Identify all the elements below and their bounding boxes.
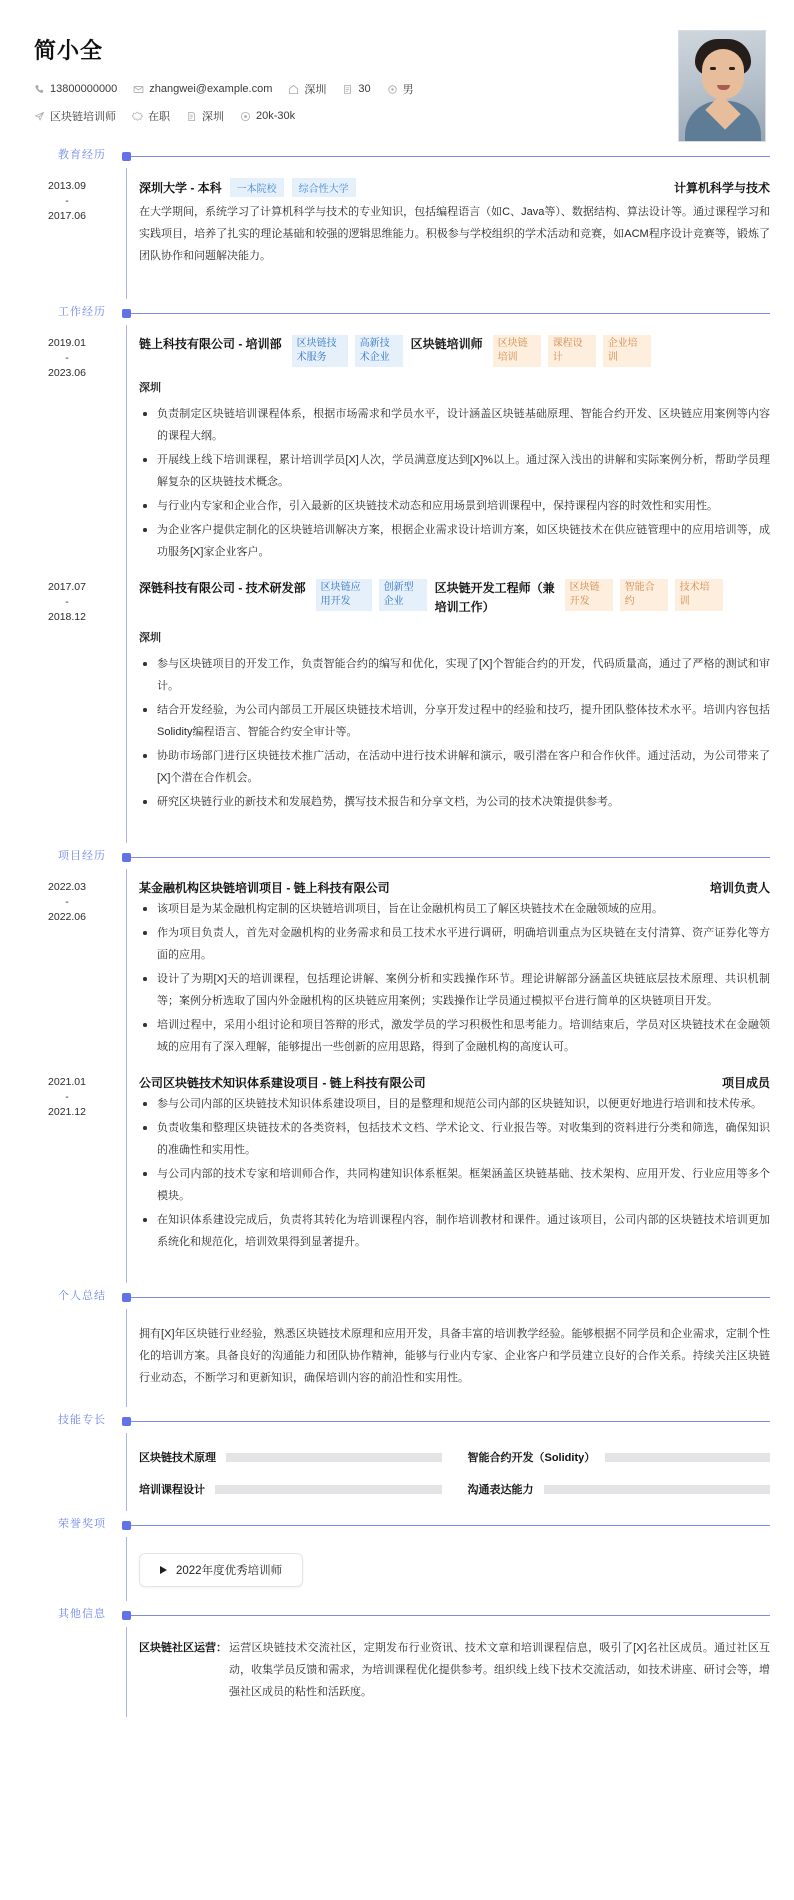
skill-item	[139, 1481, 442, 1497]
section-body-honors	[126, 1537, 794, 1601]
contact-phone-text: 13800000000	[50, 83, 118, 95]
project-bullet: 与公司内部的技术专家和培训师合作，共同构建知识体系框架。框架涵盖区块链基础、技术架构、应用开发、行业应用等多个模块。	[139, 1163, 770, 1207]
gender-icon	[387, 84, 398, 95]
education-school: 深圳大学 - 本科	[139, 181, 222, 195]
education-tag: 综合性大学	[292, 178, 356, 197]
summary-text: 拥有[X]年区块链行业经验，熟悉区块链技术原理和应用开发，具备丰富的培训教学经验。能够根据不同学员和企业需求，定制个性化的培训方案。具备良好的沟通能力和团队协作精神，能够与行业内专家、企业客户和学员建立良好的合作关系。持续关注区块链行业动态，不断学习和更新知识，确保培训内容的前沿性和实用性。	[139, 1328, 770, 1384]
section-skills	[0, 1407, 794, 1511]
work-bullet: 为企业客户提供定制化的区块链培训解决方案，根据企业需求设计培训方案，如区块链技术在供应链管理中的应用培训等，成功服务[X]家企业客户。	[139, 519, 770, 563]
section-summary	[0, 1283, 794, 1407]
age-icon	[342, 84, 353, 95]
status-icon	[132, 111, 143, 122]
work-bullets	[139, 403, 770, 563]
contact-age-text: 30	[358, 83, 371, 95]
project-name: 公司区块链技术知识体系建设项目 - 链上科技有限公司	[139, 1076, 426, 1090]
section-body-education	[48, 168, 794, 299]
contact-salary	[240, 110, 295, 122]
contact-row-secondary	[34, 108, 678, 124]
skill-item	[139, 1449, 442, 1465]
position-icon	[34, 111, 45, 122]
phone-icon	[34, 84, 45, 95]
work-role: 区块链培训师	[410, 337, 483, 351]
resume-header	[0, 22, 794, 142]
timeline-marker	[122, 1521, 131, 1530]
section-work	[0, 299, 794, 843]
project-date	[13, 879, 121, 925]
section-title-skills: 技能专长	[58, 1414, 106, 1426]
contact-position	[34, 108, 116, 124]
work-date	[13, 335, 121, 381]
honor-label: 2022年度优秀培训师	[176, 1565, 283, 1577]
education-headline	[139, 178, 770, 197]
work-location: 深圳	[139, 382, 161, 394]
section-header-summary	[0, 1283, 794, 1309]
skill-name: 智能合约开发（Solidity）	[467, 1452, 596, 1464]
company-tag: 创新型企业	[379, 579, 427, 611]
project-date-dash: -	[65, 896, 69, 908]
work-date-end: 2018.12	[48, 611, 86, 623]
section-divider	[131, 857, 770, 858]
work-location: 深圳	[139, 632, 161, 644]
section-title-projects: 项目经历	[58, 850, 106, 862]
section-body-other	[126, 1627, 794, 1717]
section-divider	[131, 1615, 770, 1616]
role-tag: 课程设计	[548, 335, 596, 367]
section-divider	[131, 313, 770, 314]
contact-hometown-text: 深圳	[304, 84, 327, 96]
contact-row-primary	[34, 81, 678, 97]
section-title-other: 其他信息	[58, 1608, 106, 1620]
home-icon	[288, 84, 299, 95]
city-icon	[186, 111, 197, 122]
work-date-end: 2023.06	[48, 367, 86, 379]
project-role: 项目成员	[721, 1076, 770, 1090]
skill-track	[215, 1485, 442, 1494]
project-headline	[139, 879, 770, 896]
company-tag: 区块链应用开发	[316, 579, 372, 611]
project-bullets	[139, 898, 770, 1058]
project-bullet: 设计了为期[X]天的培训课程，包括理论讲解、案例分析和实践操作环节。理论讲解部分涵盖区块链底层技术原理、共识机制等；案例分析选取了国内外金融机构的区块链应用案例；实践操作让学员通过模拟平台进行简单的区块链项目开发。	[139, 968, 770, 1012]
project-date	[13, 1074, 121, 1120]
work-bullet: 参与区块链项目的开发工作，负责智能合约的编写和优化，实现了[X]个智能合约的开发，代码质量高，通过了严格的测试和审计。	[139, 653, 770, 697]
skill-name: 培训课程设计	[139, 1484, 205, 1496]
work-role-tags	[493, 335, 651, 367]
section-other	[0, 1601, 794, 1717]
timeline-marker	[122, 1611, 131, 1620]
skill-item	[468, 1449, 771, 1465]
project-headline	[139, 1074, 770, 1091]
education-entry	[48, 178, 770, 285]
contact-status	[132, 108, 170, 124]
work-date-dash: -	[65, 352, 69, 364]
candidate-name: 简小全	[34, 38, 104, 63]
work-company-tags	[292, 335, 403, 367]
role-tag: 区块链培训	[493, 335, 541, 367]
contact-salary-text: 20k-30k	[256, 110, 296, 122]
section-header-work	[0, 299, 794, 325]
contact-email-text: zhangwei@example.com	[149, 83, 273, 95]
photo-eye-right	[729, 67, 735, 70]
section-title-work: 工作经历	[58, 306, 106, 318]
project-date-end: 2022.06	[48, 911, 86, 923]
section-header-projects	[0, 843, 794, 869]
project-bullet: 参与公司内部的区块链技术知识体系建设项目，目的是整理和规范公司内部的区块链知识，以便更好地进行培训和技术传承。	[139, 1093, 770, 1115]
section-education	[0, 142, 794, 299]
education-date-end: 2017.06	[48, 210, 86, 222]
work-bullet: 与行业内专家和企业合作，引入最新的区块链技术动态和应用场景到培训课程中，保持课程内容的时效性和实用性。	[139, 495, 770, 517]
section-body-skills	[126, 1433, 794, 1511]
work-headline	[139, 579, 770, 617]
project-date-dash: -	[65, 1091, 69, 1103]
timeline-marker	[122, 853, 131, 862]
contact-gender-text: 男	[402, 84, 414, 96]
project-name: 某金融机构区块链培训项目 - 链上科技有限公司	[139, 881, 390, 895]
section-header-skills	[0, 1407, 794, 1433]
contact-phone	[34, 83, 117, 95]
section-body-work	[48, 325, 794, 843]
company-tag: 高新技术企业	[355, 335, 403, 367]
section-header-honors	[0, 1511, 794, 1537]
work-entry	[48, 579, 770, 829]
work-bullets	[139, 653, 770, 813]
section-projects	[0, 843, 794, 1283]
photo-eye-left	[710, 67, 716, 70]
section-title-honors: 荣誉奖项	[58, 1518, 106, 1530]
contact-hometown	[288, 81, 326, 97]
section-body-summary	[126, 1309, 794, 1407]
work-date-start: 2019.01	[48, 337, 86, 349]
skills-grid	[139, 1443, 770, 1497]
work-bullet: 开展线上线下培训课程，累计培训学员[X]人次，学员满意度达到[X]%以上。通过深入浅出的讲解和实际案例分析，帮助学员理解复杂的区块链技术概念。	[139, 449, 770, 493]
role-tag: 区块链开发	[565, 579, 613, 611]
skill-track	[544, 1485, 771, 1494]
skill-name: 沟通表达能力	[467, 1484, 534, 1496]
work-bullet: 负责制定区块链培训课程体系，根据市场需求和学员水平，设计涵盖区块链基础原理、智能合约开发、区块链应用案例等内容的课程大纲。	[139, 403, 770, 447]
other-item	[139, 1637, 770, 1703]
contact-gender	[387, 81, 414, 97]
honor-item[interactable]	[139, 1553, 303, 1587]
role-tag: 企业培训	[603, 335, 651, 367]
education-tag: 一本院校	[230, 178, 284, 197]
work-bullet: 结合开发经验，为公司内部员工开展区块链技术培训，分享开发过程中的经验和技巧，提升团队整体技术水平。培训内容包括Solidity编程语言、智能合约安全审计等。	[139, 699, 770, 743]
work-bullet: 协助市场部门进行区块链技术推广活动，在活动中进行技术讲解和演示，吸引潜在客户和合作伙伴。通过活动，为公司带来了[X]个潜在合作机会。	[139, 745, 770, 789]
role-tag: 技术培训	[675, 579, 723, 611]
header-info	[34, 30, 678, 135]
contact-city-text: 深圳	[202, 111, 224, 123]
section-title-summary: 个人总结	[58, 1290, 106, 1302]
contact-city	[186, 108, 224, 124]
section-header-education	[0, 142, 794, 168]
work-date-dash: -	[65, 596, 69, 608]
section-divider	[131, 156, 770, 157]
work-entry	[48, 335, 770, 579]
section-header-other	[0, 1601, 794, 1627]
education-date-dash: -	[65, 195, 69, 207]
education-school-group	[139, 178, 356, 197]
project-date-start: 2022.03	[48, 881, 86, 893]
section-honors	[0, 1511, 794, 1601]
timeline-marker	[122, 1293, 131, 1302]
project-entry	[48, 1074, 770, 1269]
work-bullet: 研究区块链行业的新技术和发展趋势，撰写技术报告和分享文档，为公司的技术决策提供参考。	[139, 791, 770, 813]
project-bullet: 该项目是为某金融机构定制的区块链培训项目，旨在让金融机构员工了解区块链技术在金融领域的应用。	[139, 898, 770, 920]
education-major: 计算机科学与技术	[673, 181, 770, 195]
project-bullet: 作为项目负责人，首先对金融机构的业务需求和员工技术水平进行调研，明确培训重点为区块链在支付清算、资产证券化等方面的应用。	[139, 922, 770, 966]
project-date-start: 2021.01	[48, 1076, 86, 1088]
work-role-tags	[565, 579, 723, 611]
work-company: 深链科技有限公司 - 技术研发部	[139, 581, 306, 595]
section-divider	[131, 1297, 770, 1298]
photo-face	[702, 49, 744, 99]
project-bullet: 培训过程中，采用小组讨论和项目答辩的形式，激发学员的学习积极性和思考能力。培训结束后，学员对区块链技术在金融领域的应用有了深入理解，能够提出一些创新的应用思路，得到了金融机构的高度认可。	[139, 1014, 770, 1058]
section-divider	[131, 1525, 770, 1526]
education-date	[13, 178, 121, 224]
skill-item	[468, 1481, 771, 1497]
education-date-start: 2013.09	[48, 180, 86, 192]
company-tag: 区块链技术服务	[292, 335, 348, 367]
work-company: 链上科技有限公司 - 培训部	[139, 337, 282, 351]
work-company-tags	[316, 579, 427, 611]
mail-icon	[133, 84, 144, 95]
skill-name: 区块链技术原理	[139, 1452, 216, 1464]
education-description: 在大学期间，系统学习了计算机科学与技术的专业知识，包括编程语言（如C、Java等）、数据结构、算法设计等。通过课程学习和实践项目，培养了扎实的理论基础和较强的逻辑思维能力。积极参与学校组织的学术活动和竞赛，如ACM程序设计竞赛等，锻炼了团队协作和问题解决能力。	[139, 206, 770, 262]
contact-status-text: 在职	[148, 111, 170, 123]
avatar	[678, 30, 766, 142]
contact-email	[133, 83, 272, 95]
work-date	[13, 579, 121, 625]
timeline-marker	[122, 1417, 131, 1426]
section-divider	[131, 1421, 770, 1422]
section-title-education: 教育经历	[58, 149, 106, 161]
skill-track	[605, 1453, 770, 1462]
work-headline	[139, 335, 770, 367]
project-bullet: 负责收集和整理区块链技术的各类资料，包括技术文档、学术论文、行业报告等。对收集到的资料进行分类和筛选，确保知识的准确性和实用性。	[139, 1117, 770, 1161]
role-tag: 智能合约	[620, 579, 668, 611]
other-text: 运营区块链技术交流社区，定期发布行业资讯、技术文章和培训课程信息，吸引了[X]名社区成员。通过社区互动，收集学员反馈和需求，为培训课程优化提供参考。组织线上线下技术交流活动，如技术讲座、研讨会等，增强社区成员的粘性和活跃度。	[229, 1642, 770, 1698]
project-bullets	[139, 1093, 770, 1253]
contact-position-text: 区块链培训师	[50, 111, 116, 123]
other-label: 区块链社区运营：	[139, 1642, 227, 1654]
section-body-projects	[48, 869, 794, 1283]
project-role: 培训负责人	[709, 881, 770, 895]
project-date-end: 2021.12	[48, 1106, 86, 1118]
triangle-play-icon	[160, 1566, 167, 1574]
timeline-marker	[122, 309, 131, 318]
project-bullet: 在知识体系建设完成后，负责将其转化为培训课程内容，制作培训教材和课件。通过该项目，公司内部的区块链技术培训更加系统化和规范化，培训效果得到显著提升。	[139, 1209, 770, 1253]
work-role: 区块链开发工程师（兼培训工作）	[434, 581, 555, 614]
project-entry	[48, 879, 770, 1074]
contact-age	[342, 83, 370, 95]
skill-track	[226, 1453, 442, 1462]
work-date-start: 2017.07	[48, 581, 86, 593]
salary-icon	[240, 111, 251, 122]
timeline-marker	[122, 152, 131, 161]
